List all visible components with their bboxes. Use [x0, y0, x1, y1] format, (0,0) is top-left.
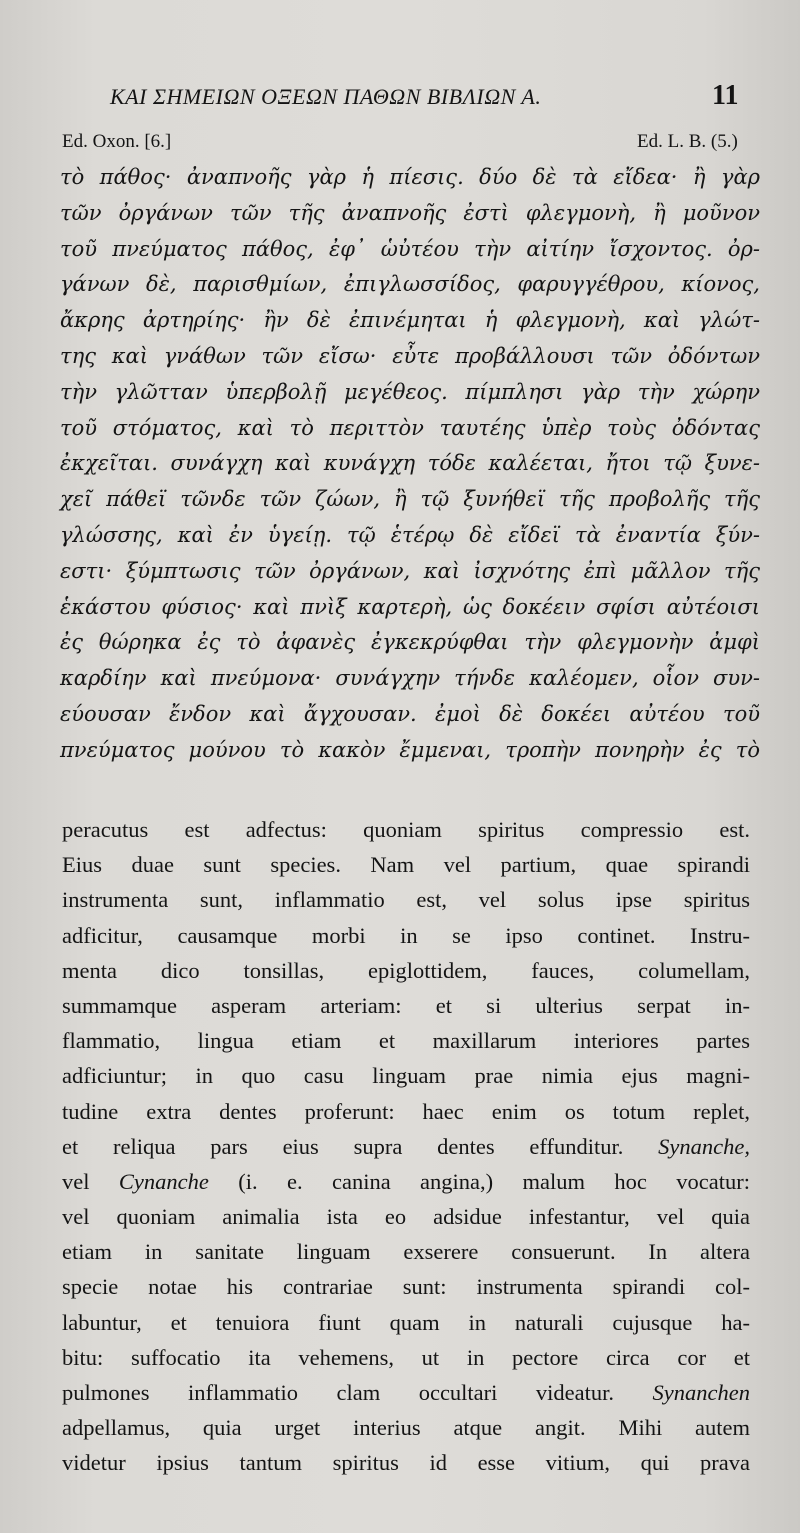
latin-line: [62, 1445, 750, 1480]
latin-translation-block: [62, 812, 750, 1481]
latin-text: vel: [62, 1168, 119, 1194]
greek-line: γάνων δὲ, παρισθμίων, ἐπιγλωσσίδος, φαρυγγέθρου, κίονος,: [60, 272, 760, 297]
latin-italic-term: Synanche,: [658, 1133, 750, 1159]
greek-line: τὴν γλῶτταν ὑπερβολῇ μεγέθεος. πίμπλησι γὰρ τὴν χώρην: [60, 379, 760, 404]
latin-line: [62, 918, 750, 953]
latin-text: instrumenta sunt, inflammatio est, vel solus ipse spiritus: [62, 887, 750, 913]
greek-line: εστι· ξύμπτωσις τῶν ὀργάνων, καὶ ἰσχνότης ἐπὶ μᾶλλον τῆς: [60, 558, 760, 583]
greek-line: ἄκρης ἀρτηρίης· ἢν δὲ ἐπινέμηται ἡ φλεγμονὴ, καὶ γλώτ-: [60, 308, 760, 333]
latin-text: pulmones inflammatio clam occultari videatur.: [62, 1380, 653, 1405]
latin-text: summamque asperam arteriam: et si ulterius serpat in-: [62, 992, 750, 1018]
latin-text: labuntur, et tenuiora fiunt quam in naturali cujusque ha-: [62, 1309, 750, 1335]
latin-text: specie notae his contrariae sunt: instrumenta spirandi col-: [62, 1274, 750, 1300]
greek-line: της καὶ γνάθων τῶν εἴσω· εὖτε προβάλλουσι τῶν ὀδόντων: [60, 343, 760, 368]
greek-line: τοῦ πνεύματος πάθος, ἐφ᾽ ὡὐτέου τὴν αἰτίην ἴσχοντος. ὀρ-: [60, 236, 760, 261]
latin-italic-term: Cynanche: [118, 1168, 209, 1194]
latin-text: bitu: suffocatio ita vehemens, ut in pectore circa cor et: [62, 1344, 750, 1370]
latin-text: adficiuntur; in quo casu linguam prae nimia ejus magni-: [62, 1063, 750, 1089]
latin-line: [62, 1058, 750, 1093]
latin-text: adficitur, causamque morbi in se ipso continet. Instru-: [62, 922, 750, 948]
latin-line: [62, 1023, 750, 1058]
latin-text: et reliqua pars eius supra dentes effunditur.: [62, 1133, 659, 1159]
greek-line: εύουσαν ἔνδον καὶ ἄγχουσαν. ἐμοὶ δὲ δοκέει αὐτέου τοῦ: [60, 701, 760, 726]
greek-line: γλώσσης, καὶ ἐν ὑγείῃ. τῷ ἑτέρῳ δὲ εἴδεϊ τὰ ἐναντία ξύν-: [60, 522, 760, 547]
latin-line: [62, 1129, 750, 1164]
latin-text: Eius duae sunt species. Nam vel partium, quae spirandi: [62, 852, 750, 878]
latin-line: [62, 1094, 750, 1129]
latin-line: [62, 1305, 750, 1340]
latin-text: peracutus est adfectus: quoniam spiritus compressio est.: [62, 817, 750, 842]
latin-line: [62, 988, 750, 1023]
greek-line: ἑκάστου φύσιος· καὶ πνὶξ καρτερὴ, ὡς δοκέειν σφίσι αὐτέοισι: [60, 594, 760, 619]
latin-text: flammatio, lingua etiam et maxillarum interiores partes: [62, 1028, 750, 1054]
latin-italic-term: Synanchen: [652, 1380, 750, 1405]
latin-text: etiam in sanitate linguam exserere consuerunt. In altera: [62, 1239, 750, 1265]
latin-line: [62, 1375, 750, 1410]
latin-line: [62, 1164, 750, 1199]
latin-line: [62, 812, 750, 847]
running-header: ΚΑΙ ΣΗΜΕΙΩΝ ΟΞΕΩΝ ΠΑΘΩΝ ΒΙΒΛΙΩΝ Α.: [110, 84, 542, 109]
edition-reference-left: Ed. Oxon. [6.]: [62, 131, 172, 152]
greek-line: ἐς θώρηκα ἐς τὸ ἀφανὲς ἐγκεκρύφθαι τὴν φλεγμονὴν ἀμφὶ: [60, 630, 760, 655]
latin-text: tudine extra dentes proferunt: haec enim os totum replet,: [62, 1098, 750, 1124]
latin-line: [62, 847, 750, 882]
latin-line: [62, 1199, 750, 1234]
latin-line: [62, 1410, 750, 1445]
latin-line: [62, 1340, 750, 1375]
latin-line: [62, 1234, 750, 1269]
greek-line: τοῦ στόματος, καὶ τὸ περιττὸν ταυτέης ὑπὲρ τοὺς ὀδόντας: [60, 415, 760, 440]
greek-line: πνεύματος μούνου τὸ κακὸν ἔμμεναι, τροπὴν πονηρὴν ἐς τὸ: [60, 737, 760, 762]
greek-line: χεῖ πάθεϊ τῶνδε τῶν ζώων, ἢ τῷ ξυνήθεϊ τῆς προβολῆς τῆς: [60, 487, 760, 512]
latin-line: [62, 1269, 750, 1304]
latin-line: [62, 882, 750, 917]
latin-text: adpellamus, quia urget interius atque angit. Mihi autem: [62, 1415, 750, 1441]
latin-text: menta dico tonsillas, epiglottidem, fauces, columellam,: [62, 957, 750, 983]
greek-line: ἐκχεῖται. συνάγχη καὶ κυνάγχη τόδε καλέεται, ἤτοι τῷ ξυνε-: [60, 451, 760, 476]
latin-text: vel quoniam animalia ista eo adsidue infestantur, vel quia: [62, 1204, 750, 1230]
page-number: 11: [712, 80, 739, 111]
latin-text: videtur ipsius tantum spiritus id esse vitium, qui prava: [62, 1450, 750, 1476]
greek-line: καρδίην καὶ πνεύμονα· συνάγχην τήνδε καλέομεν, οἷον συν-: [60, 666, 760, 691]
greek-line: τῶν ὀργάνων τῶν τῆς ἀναπνοῆς ἐστὶ φλεγμονὴ, ἢ μοῦνον: [60, 200, 760, 225]
edition-reference-right: Ed. L. B. (5.): [637, 131, 738, 152]
greek-line: τὸ πάθος· ἀναπνοῆς γὰρ ἡ πίεσις. δύο δὲ τὰ εἴδεα· ἢ γὰρ: [60, 165, 760, 189]
greek-text-block: [60, 160, 760, 769]
latin-line: [62, 953, 750, 988]
latin-text: (i. e. canina angina,) malum hoc vocatur:: [208, 1168, 750, 1194]
